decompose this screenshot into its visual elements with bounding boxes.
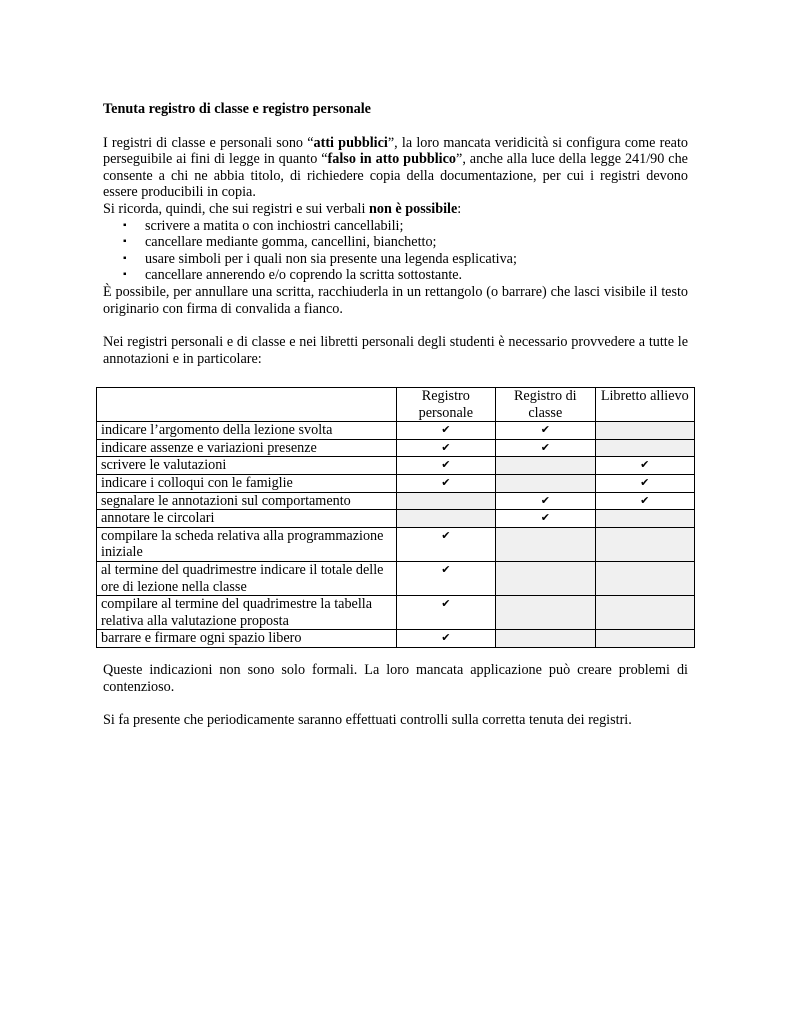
- checkmark-icon: ✔: [496, 492, 595, 510]
- table-row: [97, 492, 695, 510]
- bold-atti-pubblici: atti pubblici: [313, 134, 388, 151]
- list-item: [103, 251, 688, 268]
- bold-falso-atto-pubblico: falso in atto pubblico: [327, 151, 457, 168]
- paragraph-annotazioni: Nei registri personali e di classe e nei libretti personali degli studenti è necessario provvedere a tutte le annotazioni e in particolare:: [103, 334, 688, 367]
- empty-cell: [595, 422, 694, 440]
- checkmark-icon: ✔: [396, 474, 496, 492]
- row-label: al termine del quadrimestre indicare il totale delle ore di lezione nella classe: [97, 561, 397, 595]
- empty-cell: [595, 596, 694, 630]
- list-item-text: cancellare mediante gomma, cancellini, bianchetto;: [145, 234, 437, 251]
- text-run: ”, la loro mancata veridicità si configura come reato perseguibile ai fini di legge in quanto “: [103, 134, 689, 168]
- checkmark-icon: ✔: [595, 492, 694, 510]
- table-header-row: [97, 388, 695, 422]
- table-row: [97, 527, 695, 561]
- header-libretto-allievo: Libretto allievo: [595, 388, 694, 422]
- checkmark-icon: ✔: [396, 457, 496, 475]
- row-label: annotare le circolari: [97, 510, 397, 528]
- checkmark-icon: ✔: [396, 439, 496, 457]
- checkmark-icon: ✔: [595, 457, 694, 475]
- checkmark-icon: ✔: [496, 439, 595, 457]
- checkmark-icon: ✔: [396, 561, 496, 595]
- table-row: [97, 422, 695, 440]
- checkmark-icon: ✔: [496, 422, 595, 440]
- empty-cell: [595, 630, 694, 648]
- spacer: [103, 317, 688, 334]
- row-label: indicare assenze e variazioni presenze: [97, 439, 397, 457]
- row-label: compilare la scheda relativa alla programmazione iniziale: [97, 527, 397, 561]
- list-item-text: usare simboli per i quali non sia presente una legenda esplicativa;: [145, 250, 517, 267]
- row-label: indicare l’argomento della lezione svolta: [97, 422, 397, 440]
- table-row: [97, 510, 695, 528]
- bullet-icon: ▪: [123, 252, 127, 264]
- row-label: scrivere le valutazioni: [97, 457, 397, 475]
- row-label: segnalare le annotazioni sul comportamento: [97, 492, 397, 510]
- empty-cell: [496, 474, 595, 492]
- empty-cell: [595, 527, 694, 561]
- table-row: [97, 457, 695, 475]
- checkmark-icon: ✔: [396, 596, 496, 630]
- list-item-text: scrivere a matita o con inchiostri cancellabili;: [145, 217, 404, 234]
- row-label: barrare e firmare ogni spazio libero: [97, 630, 397, 648]
- row-label: compilare al termine del quadrimestre la tabella relativa alla valutazione proposta: [97, 596, 397, 630]
- paragraph-non-possibile: [103, 201, 688, 218]
- document-body: [103, 101, 688, 367]
- header-cell-empty: [97, 388, 397, 422]
- text-run: I registri di classe e personali sono “: [103, 134, 314, 151]
- checkmark-icon: ✔: [396, 630, 496, 648]
- empty-cell: [595, 439, 694, 457]
- list-item: [103, 234, 688, 251]
- paragraph-indicazioni: Queste indicazioni non sono solo formali. La loro mancata applicazione può creare problemi di contenzioso.: [103, 662, 688, 695]
- empty-cell: [496, 596, 595, 630]
- header-registro-classe: Registro di classe: [496, 388, 595, 422]
- document-title: Tenuta registro di classe e registro personale: [103, 101, 371, 117]
- registers-table: [96, 387, 695, 648]
- checkmark-icon: ✔: [396, 527, 496, 561]
- empty-cell: [396, 492, 496, 510]
- table-row: [97, 630, 695, 648]
- table-row: [97, 439, 695, 457]
- paragraph-atti-pubblici: [103, 135, 688, 201]
- header-registro-personale: Registro personale: [396, 388, 496, 422]
- row-label: indicare i colloqui con le famiglie: [97, 474, 397, 492]
- table-body: [97, 422, 695, 648]
- empty-cell: [496, 527, 595, 561]
- text-run: ”, anche alla luce della legge 241/90 che consente a chi ne abbia titolo, di richiedere copia della documentazione, per cui i registri devono essere producibili in copia.: [103, 151, 688, 201]
- list-item: [103, 267, 688, 284]
- text-run: :: [457, 200, 462, 217]
- list-item: [103, 218, 688, 235]
- bullet-icon: ▪: [123, 236, 127, 248]
- bold-non-possibile: non è possibile: [368, 200, 458, 217]
- bullet-icon: ▪: [123, 219, 127, 231]
- empty-cell: [496, 561, 595, 595]
- empty-cell: [396, 510, 496, 528]
- empty-cell: [496, 457, 595, 475]
- table-row: [97, 474, 695, 492]
- paragraph-controlli: Si fa presente che periodicamente saranno effettuati controlli sulla corretta tenuta dei registri.: [103, 712, 632, 729]
- table-row: [97, 561, 695, 595]
- paragraph-annullare: È possibile, per annullare una scritta, racchiuderla in un rettangolo (o barrare) che lasci visibile il testo originario con firma di convalida a fianco.: [103, 283, 688, 317]
- text-run: Si ricorda, quindi, che sui registri e sui verbali: [103, 200, 369, 217]
- empty-cell: [496, 630, 595, 648]
- checkmark-icon: ✔: [396, 422, 496, 440]
- spacer: [103, 695, 688, 712]
- closing-section: [103, 662, 688, 729]
- bullet-list: [103, 218, 688, 284]
- list-item-text: cancellare annerendo e/o coprendo la scritta sottostante.: [145, 267, 463, 284]
- empty-cell: [595, 561, 694, 595]
- bullet-icon: ▪: [123, 269, 127, 281]
- checkmark-icon: ✔: [496, 510, 595, 528]
- checkmark-icon: ✔: [595, 474, 694, 492]
- empty-cell: [595, 510, 694, 528]
- table-row: [97, 596, 695, 630]
